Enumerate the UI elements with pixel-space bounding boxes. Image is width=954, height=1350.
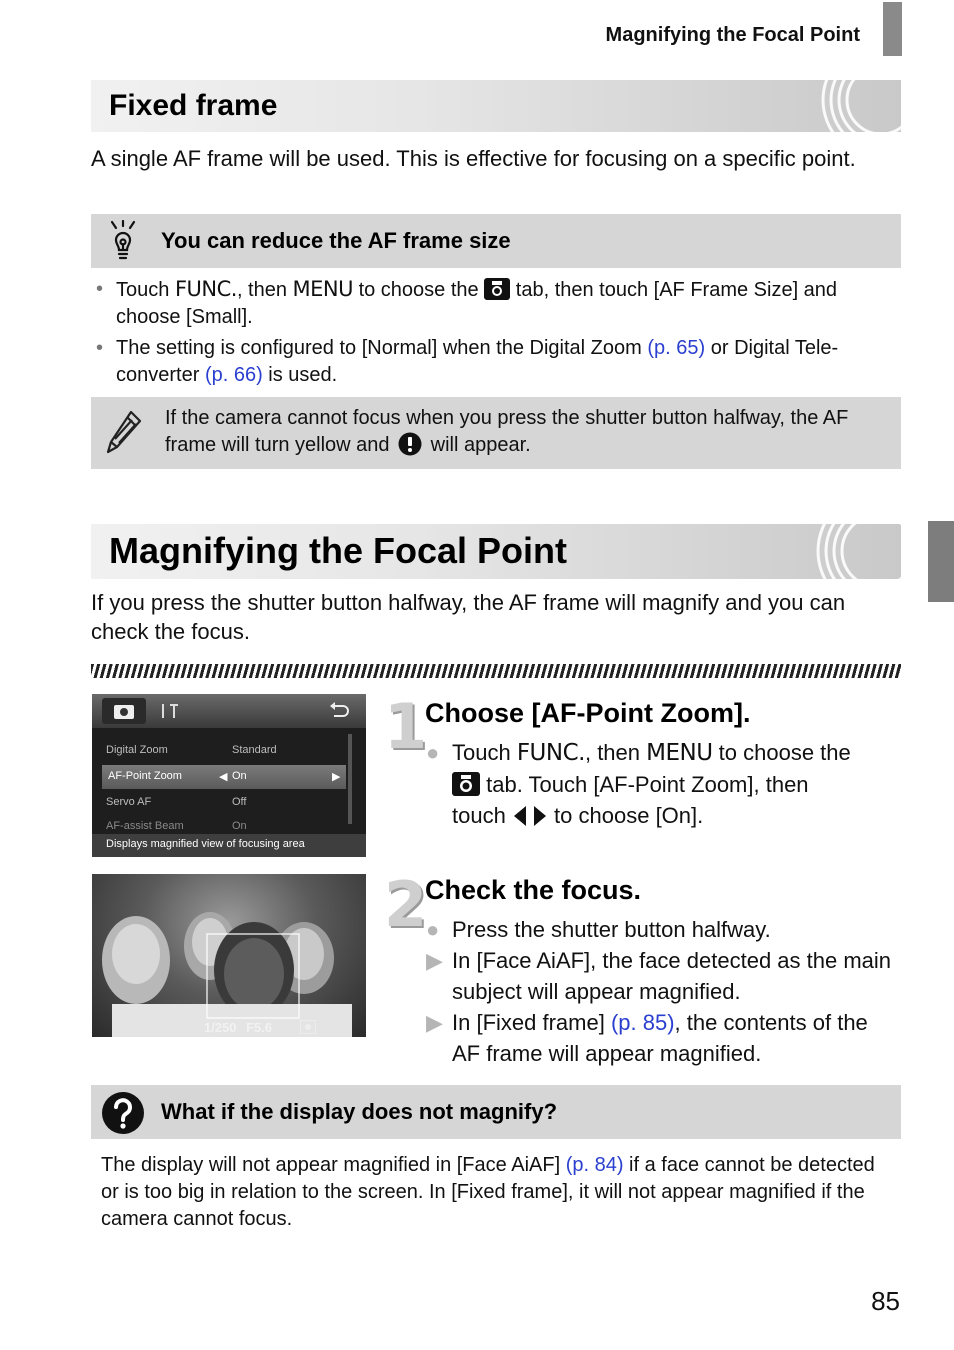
bullet-dot-icon: • xyxy=(96,278,104,300)
right-arrow-icon: ▶ xyxy=(332,771,341,783)
settings-tab-icon xyxy=(158,703,180,719)
magnify-description: If you press the shutter button halfway, the AF frame will magnify and you can check the focus. xyxy=(91,590,846,644)
camera-tab-icon xyxy=(452,772,480,796)
list-item: • The setting is configured to [Normal] when the Digital Zoom (p. 65) or Digital Tele-converter (p. 66) is used. xyxy=(96,337,839,386)
aperture-readout: F5.6 xyxy=(246,1020,273,1035)
faq-heading: What if the display does not magnify? xyxy=(161,1099,558,1124)
fixed-frame-description: A single AF frame will be used. This is effective for focusing on a specific point. xyxy=(91,146,856,171)
camera-tab-icon xyxy=(484,278,510,300)
page-title: Magnifying the Focal Point xyxy=(109,530,567,571)
tip-heading: You can reduce the AF frame size xyxy=(161,228,511,253)
left-arrow-icon: ◀ xyxy=(219,771,228,783)
step-instructions xyxy=(426,914,896,1069)
warning-icon xyxy=(397,432,423,456)
decorative-rings-icon xyxy=(793,524,901,579)
lightbulb-icon xyxy=(107,220,139,264)
return-icon xyxy=(328,702,350,720)
shutter-speed-readout: 1/250 xyxy=(204,1020,237,1035)
tip-bullet-list xyxy=(96,276,896,393)
menu-row: Digital Zoom Standard xyxy=(106,744,277,756)
tip-box-header xyxy=(91,214,901,268)
page-link[interactable]: (p. 65) xyxy=(647,337,706,359)
circle-bullet-icon: ● xyxy=(426,740,440,765)
divider-stripe xyxy=(91,664,901,678)
list-item: ● Touch FUNC., then MENU to choose the tab. Touch [AF-Point Zoom], then touch to choose [On]. xyxy=(426,737,906,831)
menu-button-label: MENU xyxy=(292,277,354,301)
running-head: Magnifying the Focal Point xyxy=(605,24,860,46)
camera-mode-icon xyxy=(300,1020,316,1034)
section-title: Fixed frame xyxy=(109,89,278,122)
note-text: If the camera cannot focus when you press the shutter button halfway, the AF frame will turn yellow and will appear. xyxy=(165,407,849,456)
chapter-edge-tab xyxy=(928,521,954,602)
page-link[interactable]: (p. 85) xyxy=(610,1010,675,1035)
result-arrow-icon: ▶ xyxy=(426,1010,443,1035)
func-button-label: FUNC. xyxy=(174,277,237,301)
page-link[interactable]: (p. 84) xyxy=(565,1154,624,1176)
menu-row-selected: AF-Point Zoom ◀ On ▶ xyxy=(102,765,346,789)
children-photo xyxy=(92,874,366,1037)
menu-button-label: MENU xyxy=(646,740,713,766)
list-item: ▶ In [Face AiAF], the face detected as the main subject will appear magnified. xyxy=(426,945,896,1007)
menu-row: Servo AF Off xyxy=(106,796,247,808)
decorative-rings-icon xyxy=(801,80,901,132)
step-instructions xyxy=(426,737,906,831)
list-item: ▶ In [Fixed frame] (p. 85), the contents of the AF frame will appear magnified. xyxy=(426,1007,896,1069)
bullet-dot-icon: • xyxy=(96,337,104,359)
screen-scrollbar xyxy=(348,734,352,824)
result-arrow-icon: ▶ xyxy=(426,948,443,973)
section-bar-magnifying xyxy=(91,524,901,579)
list-item: ● Press the shutter button halfway. xyxy=(426,914,896,945)
pencil-icon xyxy=(105,409,143,455)
screen-footer: Displays magnified view of focusing area xyxy=(92,834,366,857)
section-bar-fixed-frame xyxy=(91,80,901,132)
step-number: 2 xyxy=(384,868,428,941)
circle-bullet-icon: ● xyxy=(426,917,440,942)
faq-text: The display will not appear magnified in [Face AiAF] (p. 84) if a face cannot be detected or is too big in relation to the screen. In [Fixed frame], it will not appear magnified if the camera cannot focus. xyxy=(101,1154,875,1230)
list-item: • Touch FUNC., then MENU to choose the tab, then touch [AF Frame Size] and choose [Small]. xyxy=(96,277,838,328)
faq-box-header xyxy=(91,1085,901,1139)
page-number: 85 xyxy=(871,1286,900,1316)
step-number: 1 xyxy=(384,690,428,763)
step-title: Check the focus. xyxy=(425,875,642,905)
photo-screenshot xyxy=(92,874,366,1037)
step-title: Choose [AF-Point Zoom]. xyxy=(425,698,751,728)
edge-tab xyxy=(883,2,902,56)
camera-icon xyxy=(114,703,134,719)
menu-screenshot xyxy=(92,694,366,857)
page-link[interactable]: (p. 66) xyxy=(204,364,263,386)
question-icon xyxy=(101,1091,145,1135)
func-button-label: FUNC. xyxy=(516,740,585,766)
menu-row: AF-assist Beam On xyxy=(106,820,247,832)
left-right-arrows-icon xyxy=(512,805,548,827)
